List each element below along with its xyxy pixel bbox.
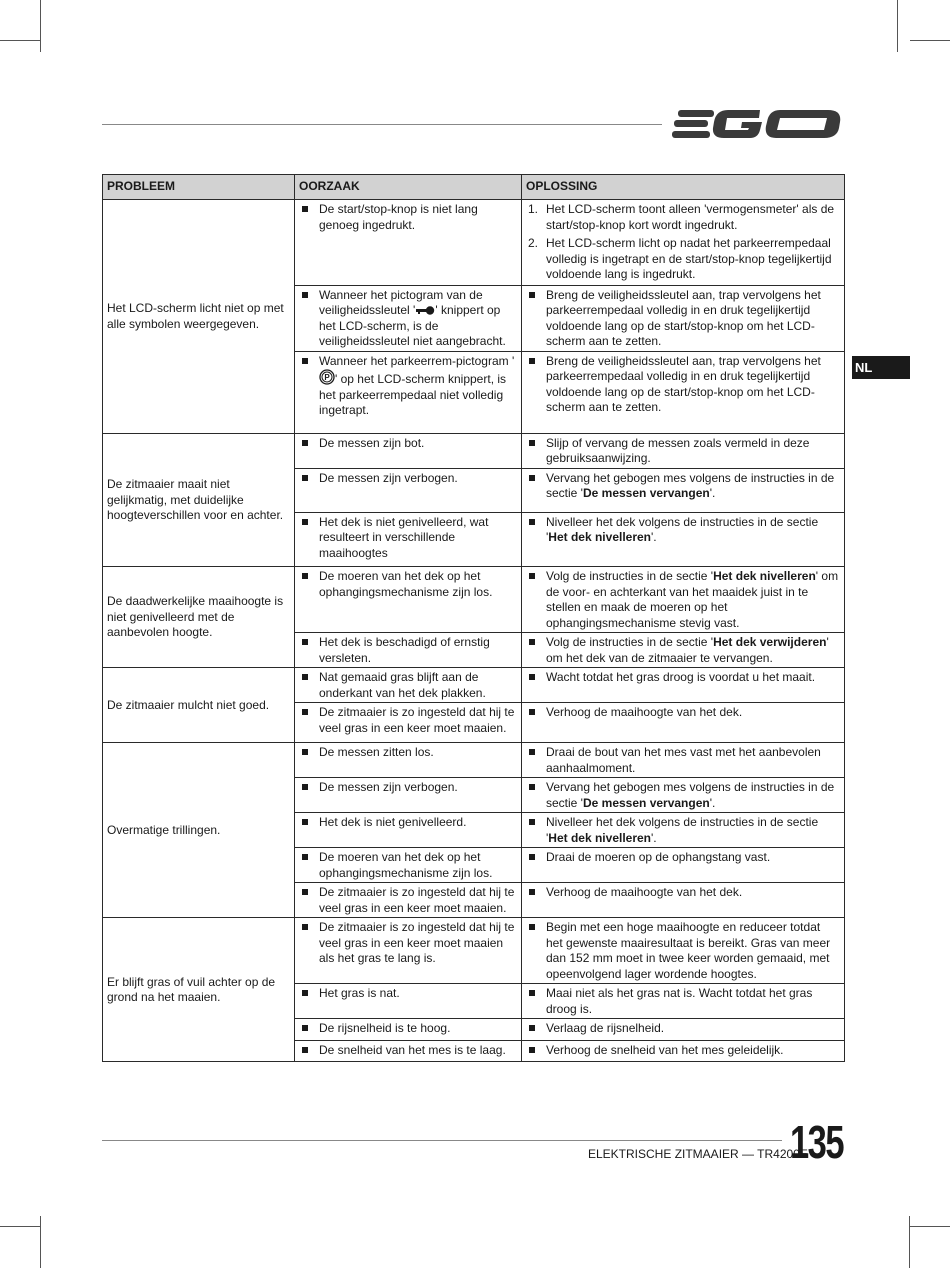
solution-cell: [522, 668, 845, 703]
cause-text: Nat gemaaid gras blijft aan de onderkant van het dek plakken.: [299, 670, 517, 701]
solution-text: Maai niet als het gras nat is. Wacht totdat het gras droog is.: [526, 986, 840, 1017]
solution-text: [526, 635, 840, 666]
numbered-item: [526, 202, 840, 233]
cause-text: Het dek is niet genivelleerd, wat resulteert in verschillende maaihoogtes: [299, 515, 517, 562]
cause-cell: [295, 883, 522, 918]
table-row: [103, 918, 845, 984]
cause-text: De messen zijn bot.: [299, 436, 517, 452]
solution-text: Verlaag de rijsnelheid.: [526, 1021, 840, 1037]
cause-text: De zitmaaier is zo ingesteld dat hij te veel gras in een keer moet maaien.: [299, 885, 517, 916]
column-header: OORZAAK: [295, 175, 522, 200]
solution-cell: [522, 468, 845, 512]
parking-brake-icon: [319, 369, 335, 385]
solution-cell: [522, 200, 845, 286]
cause-text-part: ' knippert op het LCD-scherm, is de veiligheidssleutel niet aangebracht.: [319, 303, 506, 348]
header-rule: [102, 124, 662, 125]
cause-cell: [295, 813, 522, 848]
solution-text-part: '.: [709, 795, 716, 810]
numbered-item: [526, 236, 840, 283]
solution-cell: [522, 883, 845, 918]
solution-text: Breng de veiligheidssleutel aan, trap vervolgens het parkeerrempedaal volledig in en druk tegelijkertijd voldoende lang op de start/stop-knop om het LCD-scherm aan te zetten.: [526, 354, 840, 416]
table-row: [103, 200, 845, 286]
cause-cell: [295, 778, 522, 813]
brand-logo: [672, 104, 844, 149]
cause-cell: [295, 512, 522, 567]
language-tab: NL: [852, 356, 910, 379]
cause-cell: [295, 200, 522, 286]
cause-cell: [295, 285, 522, 351]
crop-mark: [910, 40, 950, 41]
key-icon: [415, 305, 435, 316]
cause-cell: [295, 1019, 522, 1041]
footer-title: ELEKTRISCHE ZITMAAIER — TR4200E: [588, 1147, 808, 1161]
cause-text: De messen zitten los.: [299, 745, 517, 761]
cause-text: Het dek is beschadigd of ernstig versleten.: [299, 635, 517, 666]
solution-text: Breng de veiligheidssleutel aan, trap vervolgens het parkeerrempedaal volledig in en druk tegelijkertijd voldoende lang op de start/stop-knop om het LCD-scherm aan te zetten.: [526, 288, 840, 350]
solution-cell: [522, 778, 845, 813]
cause-text: De rijsnelheid is te hoog.: [299, 1021, 517, 1037]
solution-text-part: ' om het dek van de zitmaaier te vervangen.: [546, 635, 829, 665]
item-text: Het LCD-scherm licht op nadat het parkeerrempedaal volledig is ingetrapt en de start/stop-knop tegelijkertijd voldoende lang is ingedrukt.: [546, 236, 832, 281]
solution-text: Verhoog de maaihoogte van het dek.: [526, 705, 840, 721]
cause-text: De messen zijn verbogen.: [299, 471, 517, 487]
solution-text-part: Volg de instructies in de sectie ': [546, 635, 714, 649]
cause-cell: [295, 567, 522, 633]
solution-text: Verhoog de maaihoogte van het dek.: [526, 885, 840, 901]
table-row: [103, 567, 845, 633]
solution-text-part: Nivelleer het dek volgens de instructies in de sectie ': [546, 514, 819, 544]
solution-cell: [522, 918, 845, 984]
problem-cell: De daadwerkelijke maaihoogte is niet genivelleerd met de aanbevolen hoogte.: [103, 567, 295, 668]
svg-text:P: P: [324, 373, 330, 382]
solution-text-part: ' om de voor- en achterkant van het maaidek juist in te stellen en maak de moeren op het ophangingsmechanisme stevig vast.: [546, 569, 839, 630]
cause-text: [299, 288, 517, 350]
table-row: [103, 743, 845, 778]
solution-cell: [522, 848, 845, 883]
cause-cell: [295, 351, 522, 433]
solution-cell: [522, 743, 845, 778]
cause-text: De messen zijn verbogen.: [299, 780, 517, 796]
cause-text: Het dek is niet genivelleerd.: [299, 815, 517, 831]
cause-cell: [295, 433, 522, 468]
cause-text: De moeren van het dek op het ophangingsmechanisme zijn los.: [299, 850, 517, 881]
troubleshooting-table: [102, 174, 845, 1062]
solution-text: [526, 515, 840, 546]
solution-cell: [522, 433, 845, 468]
page-number: 135: [790, 1116, 844, 1168]
solution-cell: [522, 351, 845, 433]
column-header: PROBLEEM: [103, 175, 295, 200]
solution-text: [526, 815, 840, 846]
item-number: 1.: [528, 202, 539, 216]
cause-cell: [295, 1040, 522, 1062]
solution-cell: [522, 813, 845, 848]
solution-cell: [522, 567, 845, 633]
section-reference: De messen vervangen: [582, 795, 710, 810]
cause-text-part: ' op het LCD-scherm knippert, is het parkeerrempedaal niet volledig ingetrapt.: [319, 372, 507, 417]
solution-text: [526, 780, 840, 811]
item-number: 2.: [528, 236, 539, 250]
solution-text: Wacht totdat het gras droog is voordat u het maait.: [526, 670, 840, 686]
crop-mark: [910, 1226, 950, 1227]
crop-mark: [0, 40, 40, 41]
cause-text: De snelheid van het mes is te laag.: [299, 1043, 517, 1059]
solution-text-part: '.: [709, 486, 716, 500]
problem-cell: Overmatige trillingen.: [103, 743, 295, 918]
cause-text: De zitmaaier is zo ingesteld dat hij te veel gras in een keer moet maaien.: [299, 705, 517, 736]
solution-text-part: Vervang het gebogen mes volgens de instructies in de sectie ': [546, 470, 835, 500]
table-row: [103, 668, 845, 703]
solution-text-part: Nivelleer het dek volgens de instructies in de sectie ': [546, 815, 819, 845]
cause-cell: [295, 668, 522, 703]
crop-mark: [0, 1226, 40, 1227]
item-text: Het LCD-scherm toont alleen 'vermogensmeter' als de start/stop-knop kort wordt ingedrukt.: [546, 202, 835, 232]
cause-text: De zitmaaier is zo ingesteld dat hij te veel gras in een keer moet maaien als het gras te lang is.: [299, 920, 517, 967]
section-reference: Het dek nivelleren: [548, 530, 652, 544]
cause-cell: [295, 918, 522, 984]
cause-cell: [295, 848, 522, 883]
cause-text: Het gras is nat.: [299, 986, 517, 1002]
crop-mark: [897, 0, 898, 52]
cause-cell: [295, 743, 522, 778]
cause-text: De start/stop-knop is niet lang genoeg ingedrukt.: [299, 202, 517, 233]
solution-text: Draai de bout van het mes vast met het aanbevolen aanhaalmoment.: [526, 745, 840, 776]
solution-text: [526, 471, 840, 502]
solution-cell: [522, 984, 845, 1019]
solution-text-part: '.: [651, 830, 657, 845]
cause-cell: [295, 468, 522, 512]
cause-text: De moeren van het dek op het ophangingsmechanisme zijn los.: [299, 569, 517, 600]
problem-cell: De zitmaaier mulcht niet goed.: [103, 668, 295, 743]
column-header: OPLOSSING: [522, 175, 845, 200]
table-row: [103, 433, 845, 468]
crop-mark: [40, 1216, 41, 1268]
cause-cell: [295, 633, 522, 668]
solution-text-part: Volg de instructies in de sectie ': [546, 569, 714, 583]
problem-cell: Het LCD-scherm licht niet op met alle symbolen weergegeven.: [103, 200, 295, 434]
problem-cell: De zitmaaier maait niet gelijkmatig, met duidelijke hoogteverschillen voor en achter.: [103, 433, 295, 567]
footer-rule: [102, 1140, 782, 1141]
solution-text-part: Vervang het gebogen mes volgens de instructies in de sectie ': [546, 780, 835, 810]
cause-text: [299, 354, 517, 419]
section-reference: De messen vervangen: [582, 486, 710, 500]
cause-text-part: Wanneer het parkeerrem-pictogram ': [319, 353, 515, 368]
solution-cell: [522, 1019, 845, 1041]
solution-cell: [522, 512, 845, 567]
crop-mark: [40, 0, 41, 52]
section-reference: Het dek nivelleren: [548, 830, 652, 845]
solution-text-part: '.: [651, 530, 657, 544]
cause-text-part: Wanneer het pictogram van de veiligheidssleutel ': [319, 287, 483, 317]
table-header-row: [103, 175, 845, 200]
solution-text: [526, 569, 840, 631]
section-reference: Het dek nivelleren: [713, 569, 816, 583]
section-reference: Het dek verwijderen: [713, 635, 827, 649]
cause-cell: [295, 703, 522, 743]
solution-text: Slijp of vervang de messen zoals vermeld in deze gebruiksaanwijzing.: [526, 436, 840, 467]
solution-text: Begin met een hoge maaihoogte en reduceer totdat het gewenste maairesultaat is bereikt. Gras van meer dan 152 mm moet in twee keer worden gemaaid, met opeenvolgend lager wordende hoogtes.: [526, 920, 840, 982]
problem-cell: Er blijft gras of vuil achter op de grond na het maaien.: [103, 918, 295, 1062]
solution-text: Draai de moeren op de ophangstang vast.: [526, 850, 840, 866]
solution-cell: [522, 633, 845, 668]
crop-mark: [909, 1216, 910, 1268]
solution-cell: [522, 285, 845, 351]
ego-logo-icon: [672, 104, 844, 144]
cause-cell: [295, 984, 522, 1019]
solution-cell: [522, 1040, 845, 1062]
solution-cell: [522, 703, 845, 743]
solution-text: Verhoog de snelheid van het mes geleidelijk.: [526, 1043, 840, 1059]
